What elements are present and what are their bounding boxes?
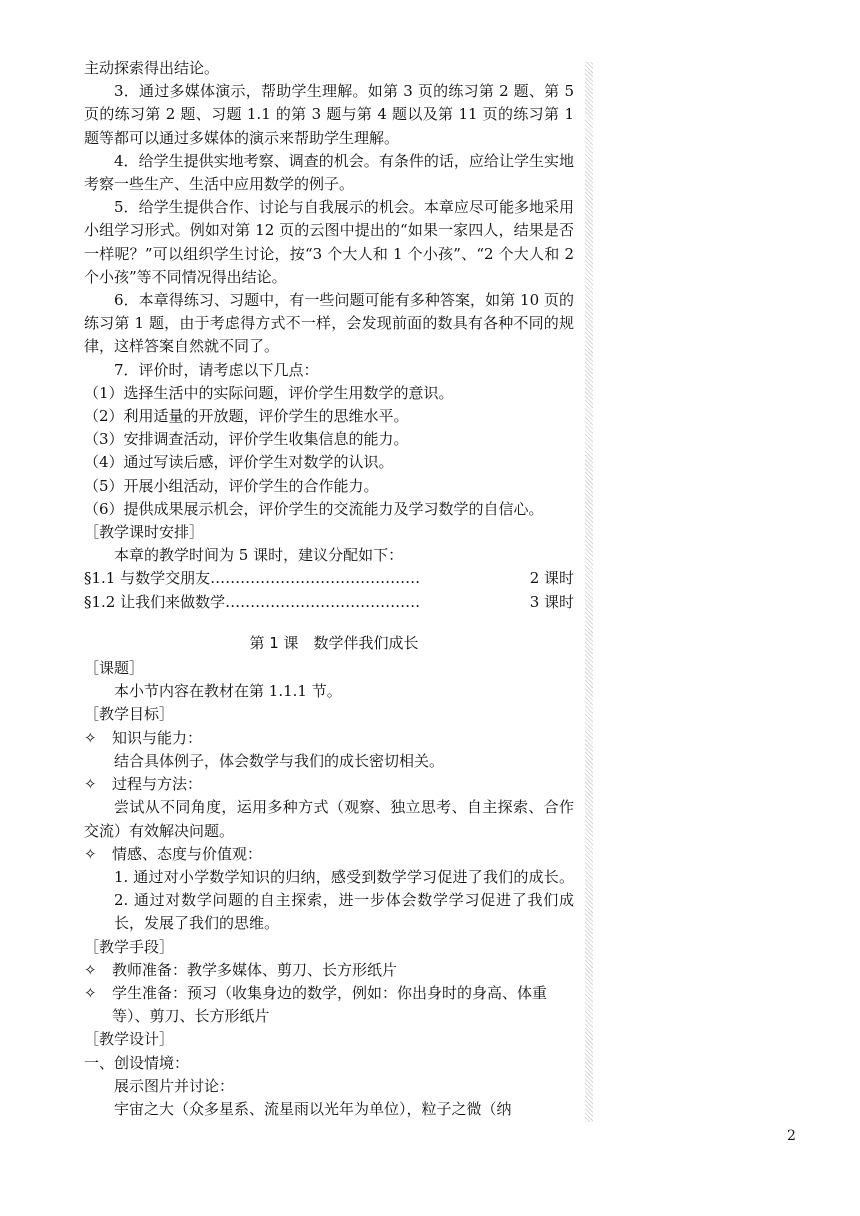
intro-point-6: 6．本章得练习、习题中，有一些问题可能有多种答案，如第 10 页的练习第 1 题，由于考虑得方式不一样，会发现前面的数具有各种不同的规律，这样答案自然就不同了。 (84, 291, 574, 356)
means-heading-label: 教师准备： (112, 960, 188, 979)
schedule-heading: ［教学课时安排］ (84, 523, 205, 542)
goal-bullet (84, 843, 574, 866)
means-text: 预习（收集身边的数学，例如：你出身时的身高、体重等）、剪刀、长方形纸片 (112, 983, 548, 1026)
goal-text: 结合具体例子，体会数学与我们的成长密切相关。 (114, 751, 445, 770)
eval-item-1: （1）选择生活中的实际问题，评价学生用数学的意识。 (84, 383, 454, 402)
schedule-item-hours: 2 课时 (529, 569, 574, 588)
goal-heading: 过程与方法： (112, 775, 203, 794)
means-bullet (84, 959, 574, 982)
eval-item-3: （3）安排调查活动，评价学生收集信息的能力。 (84, 430, 409, 449)
schedule-item-label: §1.2 让我们来做数学………………………………… (84, 592, 421, 611)
diamond-bullet-icon: ✧ (84, 775, 97, 794)
means-heading-label: 学生准备： (112, 983, 188, 1002)
design-paragraph: 展示图片并讨论： (114, 1076, 235, 1095)
schedule-item (84, 567, 574, 590)
margin-stripe (585, 62, 593, 1122)
intro-point-3: 3．通过多媒体演示，帮助学生理解。如第 3 页的练习第 2 题、第 5 页的练习第 2 题、习题 1.1 的第 3 题与第 4 题以及第 11 页的练习第 1 题等都可以通过多媒体的演示来帮助学生理解。 (84, 82, 574, 147)
topic-heading: ［课题］ (84, 659, 145, 678)
goal-text: 1. 通过对小学数学知识的归纳，感受到数学学习促进了我们的成长。2. 通过对数学问题的自主探索，进一步体会数学学习促进了我们成长，发展了我们的思维。 (114, 867, 574, 933)
diamond-bullet-icon: ✧ (84, 844, 97, 863)
schedule-item-label: §1.1 与数学交朋友…………………………………… (84, 569, 421, 588)
lesson-title: 第 1 课 数学伴我们成长 (249, 633, 419, 652)
design-heading: ［教学设计］ (84, 1030, 175, 1049)
topic-text: 本小节内容在教材在第 1.1.1 节。 (114, 682, 342, 701)
text-column (84, 57, 574, 1121)
eval-item-2: （2）利用适量的开放题，评价学生的思维水平。 (84, 407, 409, 426)
schedule-item (84, 591, 574, 614)
page-number: 2 (787, 1128, 796, 1144)
schedule-item-hours: 3 课时 (529, 592, 574, 611)
intro-point-7: 7．评价时，请考虑以下几点： (114, 360, 319, 379)
means-line (112, 982, 574, 1028)
means-heading: ［教学手段］ (84, 937, 175, 956)
means-bullet (84, 982, 574, 1028)
intro-point-5: 5．给学生提供合作、讨论与自我展示的机会。本章应尽可能多地采用小组学习形式。例如对第 12 页的云图中提出的“如果一家四人，结果是否一样呢？”可以组织学生讨论，按“3 个大人和 1 个小孩”、“2 个大人和 2 个小孩”等不同情况得出结论。 (84, 198, 574, 286)
diamond-bullet-icon: ✧ (84, 960, 97, 979)
goal-heading: 知识与能力： (112, 728, 203, 747)
intro-point-4: 4．给学生提供实地考察、调查的机会。有条件的话，应给让学生实地考察一些生产、生活中应用数学的例子。 (84, 151, 574, 194)
goal-bullet (84, 773, 574, 796)
goals-heading: ［教学目标］ (84, 705, 175, 724)
design-subheading: 一、创设情境： (84, 1053, 190, 1072)
diamond-bullet-icon: ✧ (84, 728, 97, 747)
goal-heading: 情感、态度与价值观： (112, 844, 263, 863)
diamond-bullet-icon: ✧ (84, 983, 97, 1002)
means-line (112, 959, 397, 982)
goal-text: 尝试从不同角度，运用多种方式（观察、独立思考、自主探索、合作交流）有效解决问题。 (84, 798, 574, 840)
eval-item-6: （6）提供成果展示机会，评价学生的交流能力及学习数学的自信心。 (84, 499, 544, 518)
eval-item-4: （4）通过写读后感，评价学生对数学的认识。 (84, 453, 394, 472)
design-paragraph: 宇宙之大（众多星系、流星雨以光年为单位），粒子之微（纳 (114, 1099, 512, 1118)
means-text: 教学多媒体、剪刀、长方形纸片 (187, 960, 398, 979)
eval-item-5: （5）开展小组活动，评价学生的合作能力。 (84, 476, 379, 495)
schedule-intro: 本章的教学时间为 5 课时，建议分配如下： (114, 546, 404, 565)
goal-bullet (84, 727, 574, 750)
intro-line-1: 主动探索得出结论。 (84, 59, 220, 77)
